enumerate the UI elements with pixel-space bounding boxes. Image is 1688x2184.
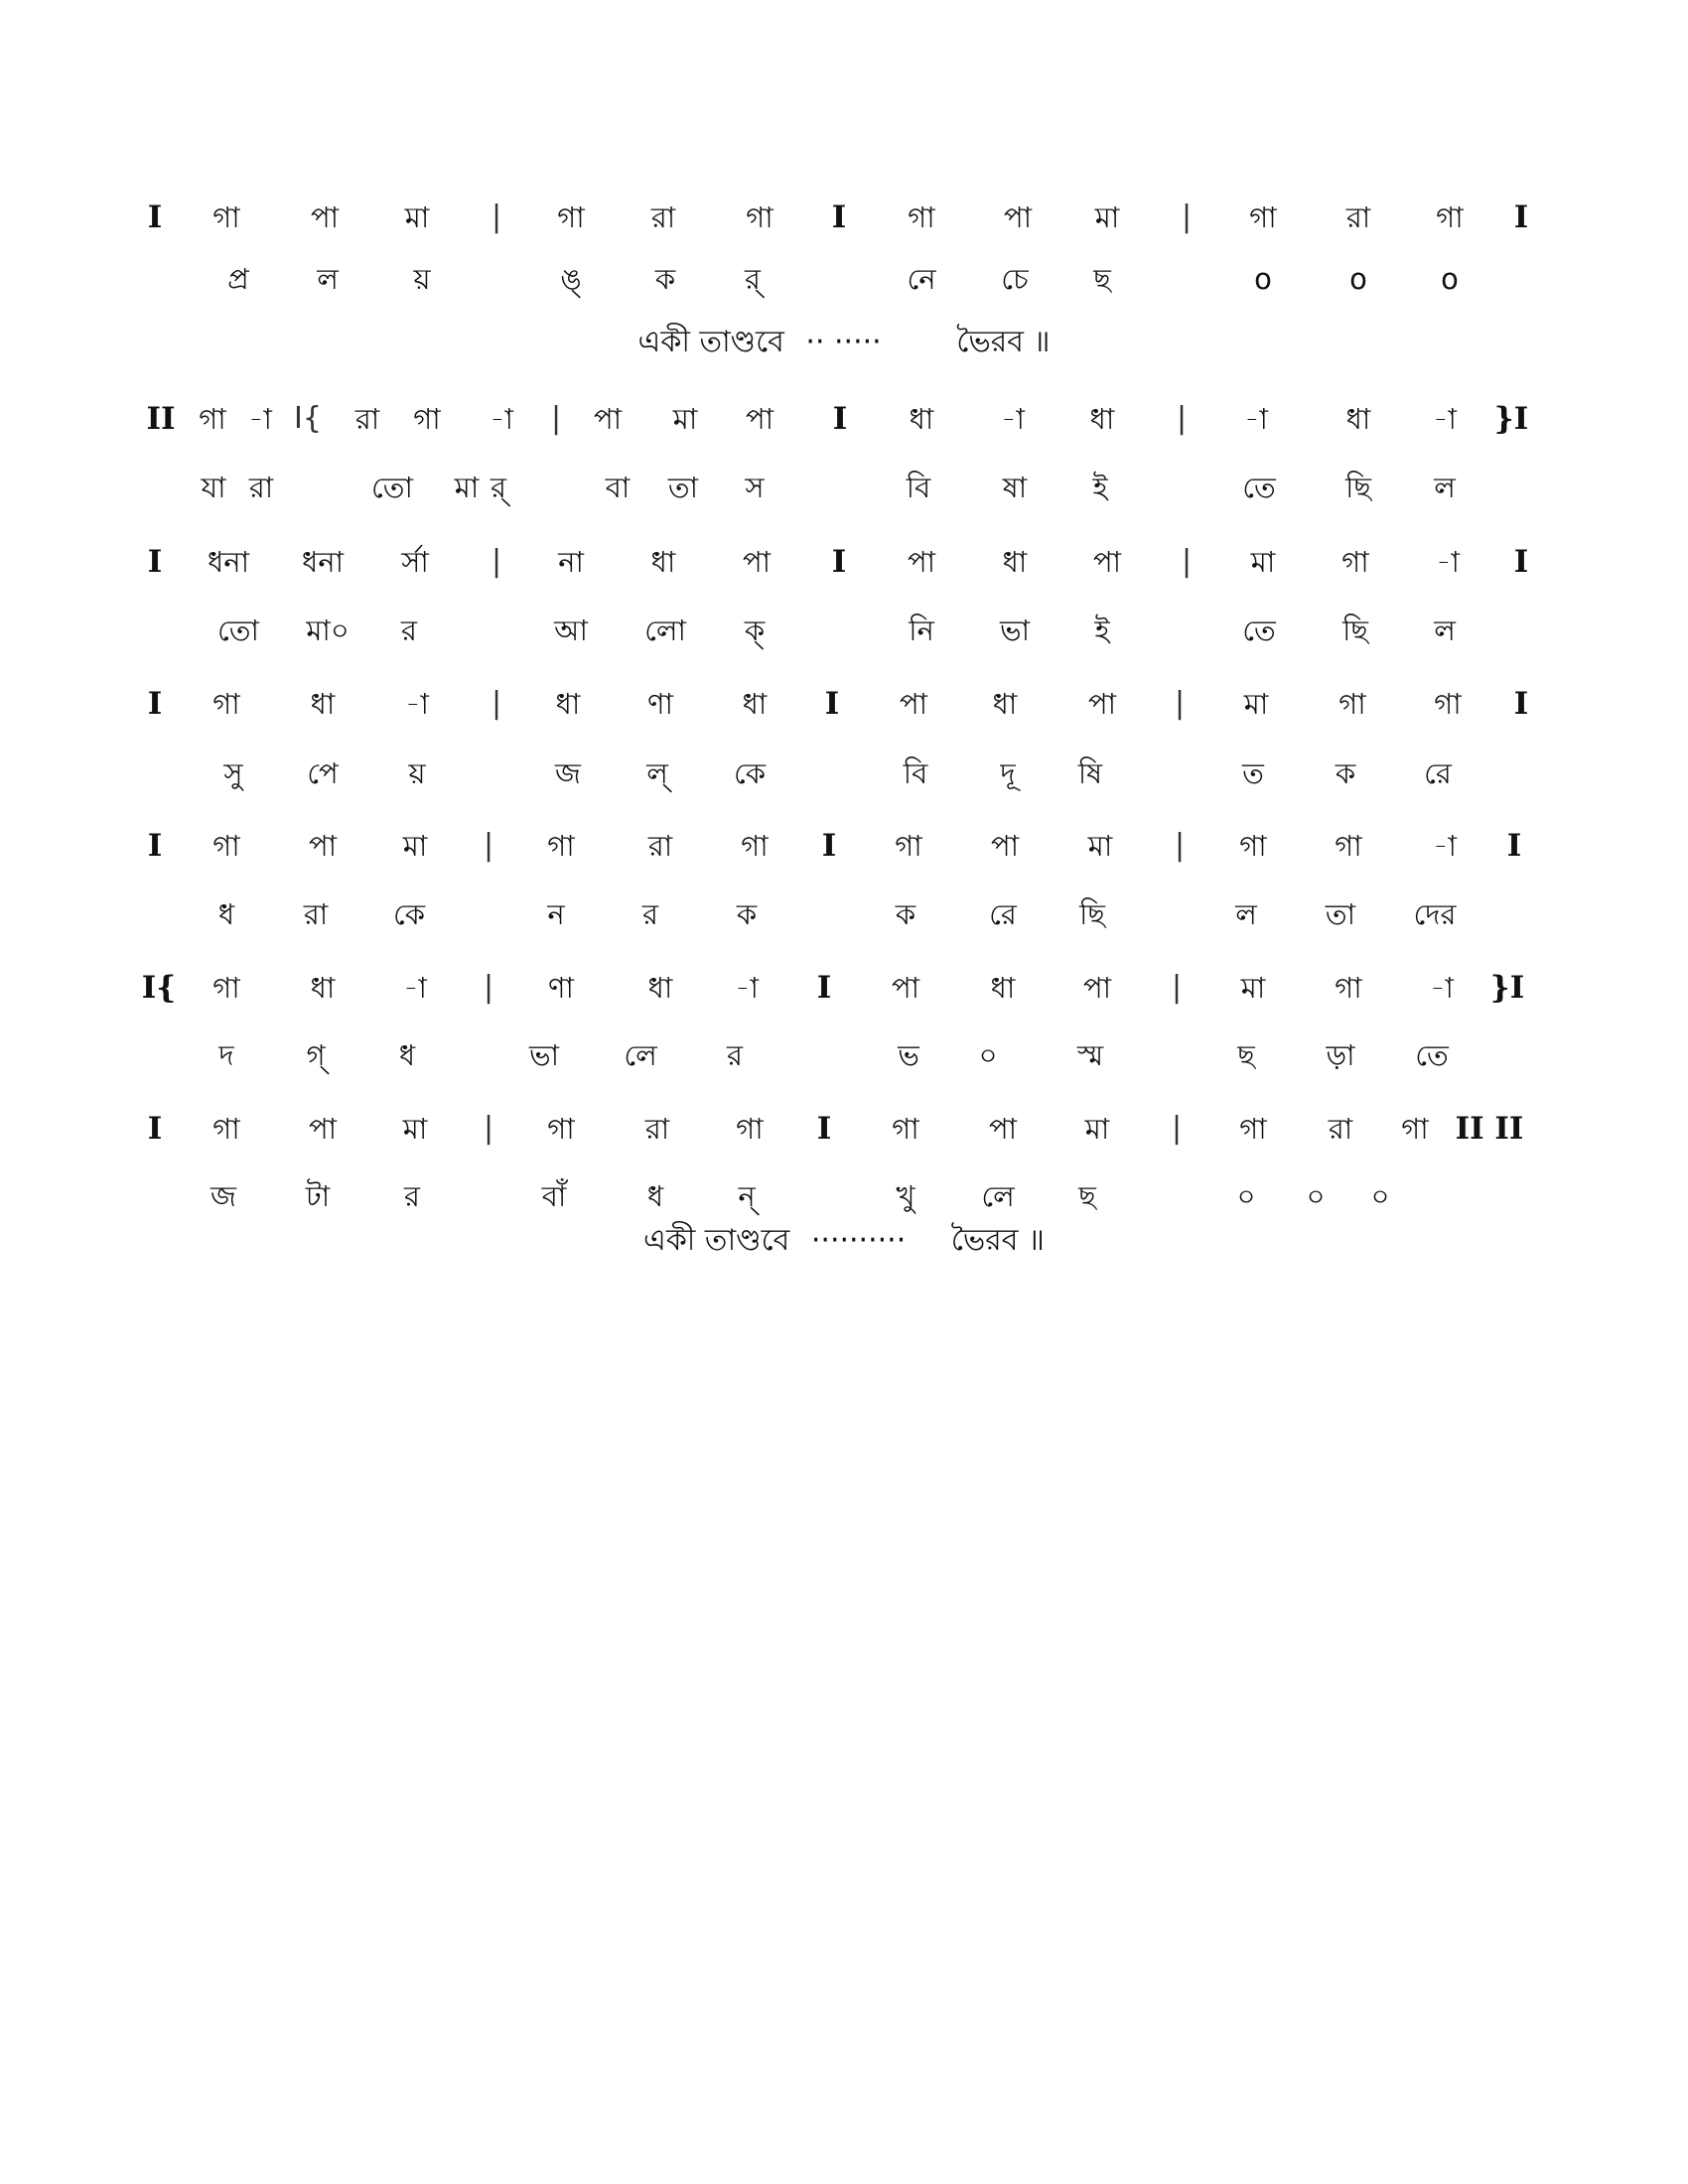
lyric-syllable: তে [1242,471,1276,504]
lyric-syllable: বা [605,471,631,504]
lyric-syllable: মা [454,471,480,504]
note: মা [402,1112,428,1146]
lyric-syllable: ধ [646,1179,664,1213]
lyric-syllable: ধ [217,897,235,931]
note: না [558,545,584,579]
lyrics-line [0,889,1688,939]
lyric-syllable: ০ [1370,1179,1390,1213]
lyric-syllable: রা [303,897,329,931]
lyric-syllable: ০ [1306,1179,1326,1213]
lyric-syllable: ঙ্ [560,262,582,296]
lyric-syllable: টা [305,1179,331,1213]
note: রা [650,201,676,234]
lyric-syllable: সু [223,756,243,790]
lyrics-line [0,254,1688,304]
lyric-syllable: ক [736,897,758,931]
lyric-syllable: ছি [1342,614,1368,647]
note: গা [895,829,922,863]
lyric-syllable: ক [1335,756,1356,790]
bar-line: I [824,686,840,722]
lyric-syllable: লো [644,614,686,647]
refrain-line [0,318,1688,367]
note: -া [735,971,759,1005]
lyric-syllable: তো [371,471,413,504]
lyric-syllable: ক [654,262,676,296]
notes-line [0,537,1688,587]
note: মা [1240,971,1266,1005]
note: ধা [650,545,676,579]
note: রা [354,402,380,436]
note: গা [736,1112,764,1146]
lyrics-line [0,1030,1688,1080]
bar-line: I [1513,200,1529,235]
note: গা [547,829,575,863]
lyric-syllable: ছ [1078,1179,1096,1213]
double-bar-line: II II [1455,1111,1524,1147]
bar-line: | [483,970,494,1005]
bar-line: I [816,970,832,1006]
lyric-syllable: লে [624,1038,657,1072]
bar-line: I [147,828,163,864]
lyric-syllable: ন [547,897,565,931]
lyric-syllable: য় [413,262,431,296]
note: -া [405,687,429,721]
note: মা [1094,201,1120,234]
note: গা [547,1112,575,1146]
lyric-syllable: তা [667,471,699,504]
note: গা [1239,1112,1267,1146]
refrain-start: একী তাণ্ডবে [643,1223,790,1258]
lyric-syllable: দূ [1000,756,1016,790]
lyric-syllable: ত [1242,756,1264,790]
lyric-syllable: য় [408,756,426,790]
lyric-syllable: লে [981,1179,1015,1213]
note: গা [741,829,769,863]
refrain-line [0,1216,1688,1266]
note: পা [1087,687,1117,721]
lyric-syllable: ই [1094,614,1110,647]
note: পা [899,687,928,721]
note: গা [1434,687,1462,721]
note: -া [1433,402,1457,436]
note: ধা [742,687,768,721]
lyric-syllable: কে [733,756,767,790]
lyric-syllable: স্ম [1076,1038,1104,1072]
note: ধা [992,687,1018,721]
bar-line: I{ [294,401,322,436]
lyric-syllable: জ [211,1179,236,1213]
note: ধা [1002,545,1028,579]
note: -া [248,402,272,436]
lyric-syllable: ভ [898,1038,919,1072]
lyric-syllable: ধ [398,1038,416,1072]
bar-line: | [491,686,502,721]
lyric-syllable: তে [1242,614,1276,647]
bar-line: | [1181,544,1193,579]
notes-line [0,821,1688,871]
lyric-syllable: র [401,614,417,647]
note: গা [892,1112,919,1146]
note: গা [212,687,240,721]
bar-line: I [1513,544,1529,580]
notes-line [0,394,1688,444]
bar-line: | [483,1111,494,1146]
note: গা [1239,829,1267,863]
bar-line: | [1176,401,1188,436]
note: গা [1249,201,1277,234]
bar-line: | [1174,828,1186,863]
lyric-syllable: নি [909,614,934,647]
lyric-syllable: র [727,1038,743,1072]
note: গা [908,201,935,234]
lyric-syllable: ই [1092,471,1108,504]
note: ধা [909,402,934,436]
note: ধা [1089,402,1115,436]
lyric-syllable: খু [896,1179,915,1213]
note: গা [199,402,226,436]
note: গা [1401,1112,1429,1146]
note: ধা [310,687,336,721]
note: ধনা [208,545,249,579]
bar-line: I [147,544,163,580]
note: ণা [647,687,673,721]
bar-line: | [1171,970,1183,1005]
lyrics-line [0,606,1688,655]
lyric-syllable: ষা [1002,471,1028,504]
lyric-syllable: ল [317,262,339,296]
lyric-syllable: নে [907,262,936,296]
note: পা [891,971,920,1005]
refrain-end: ভৈরব ॥ [956,325,1051,359]
refrain-start: একী তাণ্ডবে [637,325,784,359]
bar-line: II [146,401,176,437]
lyric-syllable: রে [989,897,1017,931]
note: পা [907,545,936,579]
lyric-syllable: ষি [1077,756,1103,790]
lyric-syllable: তো [217,614,259,647]
note: রা [1345,201,1371,234]
note: পা [988,1112,1018,1146]
notes-line [0,1104,1688,1154]
lyric-syllable: o [1441,262,1459,296]
notes-line [0,679,1688,729]
note: -া [1430,971,1454,1005]
note: মা [1243,687,1269,721]
note: গা [1436,201,1464,234]
refrain-end: ভৈরব ॥ [950,1223,1045,1258]
lyric-syllable: জ [555,756,581,790]
note: মা [672,402,698,436]
bar-line: }I [1493,401,1529,437]
lyric-syllable: ছ [1093,262,1111,296]
note: গা [413,402,441,436]
note: ধা [990,971,1016,1005]
lyric-syllable: o [1349,262,1367,296]
lyric-syllable: আ [554,614,588,647]
lyrics-line [0,463,1688,512]
lyric-syllable: ল্ [646,756,668,790]
note: -া [490,402,513,436]
note: ধা [1345,402,1371,436]
lyric-syllable: বাঁ [541,1179,567,1213]
lyric-syllable: তা [1325,897,1356,931]
bar-line: I [147,200,163,235]
lyric-syllable: র্ [491,471,506,504]
lyric-syllable: ড়া [1326,1038,1355,1072]
bar-line: }I [1489,970,1525,1006]
note: পা [1082,971,1112,1005]
note: -া [1244,402,1268,436]
bar-line: | [1174,686,1186,721]
lyric-syllable: ন্ [738,1179,756,1213]
note: পা [990,829,1020,863]
note: পা [742,545,772,579]
lyric-syllable: তে [1415,1038,1449,1072]
note: গা [212,971,240,1005]
lyric-syllable: ছি [1345,471,1371,504]
lyric-syllable: চে [1001,262,1029,296]
note: গা [1335,829,1362,863]
lyric-syllable: যা [201,471,226,504]
lyric-syllable: ল [1434,614,1456,647]
lyric-syllable: ০ [1236,1179,1256,1213]
lyric-syllable: দের [1413,897,1457,931]
lyric-syllable: ছ [1237,1038,1255,1072]
note: পা [308,829,338,863]
lyric-syllable: ক্ [744,614,766,647]
note: র্সা [401,545,429,579]
lyrics-line [0,1171,1688,1221]
lyric-syllable: ল [1235,897,1257,931]
note: মা [1250,545,1276,579]
lyric-syllable: ক [895,897,916,931]
note: -া [1436,545,1460,579]
note: -া [403,971,427,1005]
note: রা [647,829,673,863]
note: -া [1433,829,1457,863]
lyric-syllable: রে [1424,756,1452,790]
lyric-syllable: ছি [1079,897,1105,931]
note: মা [404,201,430,234]
bar-line: | [491,544,502,579]
bar-line: I [831,200,847,235]
bar-line: | [1181,200,1193,234]
note: পা [308,1112,338,1146]
lyric-syllable: বি [906,471,931,504]
note: রা [1328,1112,1353,1146]
bar-line: | [1171,1111,1183,1146]
note: গা [1338,687,1366,721]
lyric-syllable: মা০ [306,614,350,647]
notes-line [0,193,1688,242]
refrain-dots: ·········· [810,1223,907,1258]
note: গা [557,201,585,234]
notes-line [0,963,1688,1013]
note: গা [212,201,240,234]
note: পা [745,402,774,436]
lyric-syllable: ল [1434,471,1456,504]
bar-line: I{ [141,970,177,1006]
lyric-syllable: প্র [227,262,249,296]
bar-line: I [816,1111,832,1147]
bar-line: I [147,686,163,722]
note: গা [746,201,774,234]
note: গা [1341,545,1369,579]
note: ধা [647,971,673,1005]
note: -া [1001,402,1025,436]
note: পা [310,201,340,234]
lyric-syllable: র [404,1179,420,1213]
lyric-syllable: ০ [978,1038,998,1072]
bar-line: | [483,828,494,863]
note: মা [1084,1112,1110,1146]
lyric-syllable: র [642,897,658,931]
bar-line: I [832,401,848,437]
note: পা [1003,201,1033,234]
lyric-syllable: ভা [999,614,1031,647]
lyric-syllable: বি [903,756,928,790]
bar-line: I [831,544,847,580]
lyric-syllable: গ্ [306,1038,326,1072]
note: মা [1087,829,1113,863]
lyrics-line [0,749,1688,798]
note: ণা [548,971,574,1005]
bar-line: I [1513,686,1529,722]
note: পা [1092,545,1122,579]
note: গা [1335,971,1362,1005]
bar-line: I [821,828,837,864]
lyric-syllable: কে [392,897,426,931]
lyric-syllable: স [745,471,765,504]
lyric-syllable: দ [218,1038,234,1072]
lyric-syllable: পে [307,756,339,790]
bar-line: I [1506,828,1522,864]
bar-line: | [550,401,562,436]
bar-line: | [491,200,502,234]
lyric-syllable: o [1254,262,1272,296]
lyric-syllable: রা [248,471,274,504]
note: ধা [555,687,581,721]
note: গা [212,829,240,863]
note: গা [212,1112,240,1146]
refrain-dots: ·· ····· [805,325,882,359]
lyric-syllable: র্ [745,262,761,296]
note: পা [593,402,623,436]
note: ধা [310,971,336,1005]
bar-line: I [147,1111,163,1147]
note: ধনা [302,545,344,579]
note: মা [402,829,428,863]
lyric-syllable: ভা [528,1038,560,1072]
note: রা [644,1112,670,1146]
